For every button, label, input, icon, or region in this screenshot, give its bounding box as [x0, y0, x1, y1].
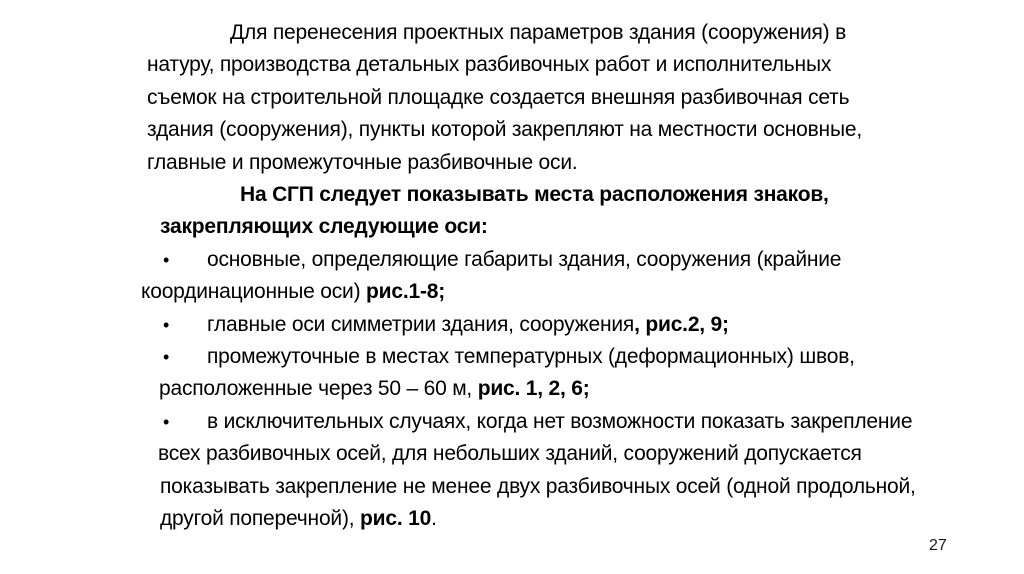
- text-segment: всех разбивочных осей, для небольших зданий, сооружений допускается: [158, 442, 862, 466]
- text-line-16: [160, 502, 437, 535]
- text-segment: главные оси симметрии здания, сооружения: [207, 312, 635, 336]
- text-segment: здания (сооружения), пункты которой закрепляют на местности основные,: [147, 118, 862, 142]
- bullet-icon: •: [163, 411, 170, 432]
- text-segment-bold: рис. 1, 2, 6;: [477, 377, 590, 401]
- text-segment: натуру, производства детальных разбивочных работ и исполнительных: [147, 53, 832, 77]
- text-segment-bold: , рис.2, 9;: [634, 312, 729, 336]
- text-segment: .: [431, 507, 437, 530]
- text-segment-bold: На СГП следует показывать места расположения знаков,: [240, 183, 829, 206]
- text-segment: показывать закрепление не менее двух разбивочных осей (одной продольной,: [160, 474, 916, 498]
- text-line-14: [158, 437, 862, 470]
- text-line-11: [163, 340, 855, 373]
- text-segment: расположенные через 50 – 60 м,: [159, 377, 478, 401]
- text-segment: Для перенесения проектных параметров здания (сооружения) в: [230, 21, 847, 44]
- text-line-10: [163, 308, 729, 341]
- text-line-8: [163, 243, 841, 276]
- text-segment: координационные оси): [141, 280, 367, 304]
- text-line-13: [163, 405, 912, 438]
- text-line-7: [160, 210, 488, 243]
- text-line-1: [230, 16, 846, 49]
- text-line-2: [147, 48, 831, 81]
- text-line-5: [147, 146, 578, 179]
- text-segment-bold: рис.1-8;: [366, 280, 446, 304]
- text-segment: главные и промежуточные разбивочные оси.: [147, 150, 578, 174]
- bullet-icon: •: [163, 249, 170, 270]
- text-segment: в исключительных случаях, когда нет возможности показать закрепление: [207, 409, 913, 433]
- text-line-6: [240, 178, 829, 211]
- text-segment: основные, определяющие габариты здания, сооружения (крайние: [207, 247, 842, 271]
- text-segment-bold: рис. 10: [360, 507, 432, 530]
- text-segment: промежуточные в местах температурных (деформационных) швов,: [207, 345, 855, 368]
- page-number: 27: [929, 537, 947, 554]
- text-line-3: [147, 81, 849, 114]
- text-segment: другой поперечной),: [160, 507, 361, 530]
- text-line-12: [159, 372, 590, 405]
- text-segment-bold: закрепляющих следующие оси:: [160, 215, 488, 239]
- bullet-icon: •: [163, 314, 170, 335]
- text-segment: съемок на строительной площадке создается внешняя разбивочная сеть: [147, 85, 850, 109]
- text-line-9: [141, 275, 445, 308]
- text-line-4: [147, 113, 862, 146]
- bullet-icon: •: [163, 347, 170, 367]
- text-line-15: [160, 470, 916, 503]
